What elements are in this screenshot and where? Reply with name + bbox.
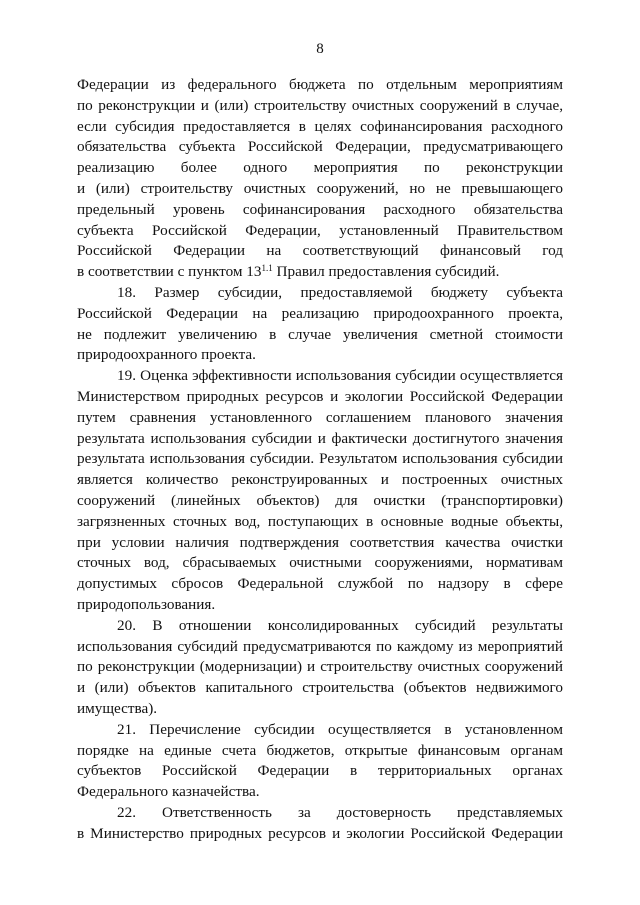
text-line: загрязненных сточных вод, поступающих в основные водные объекты, <box>77 512 563 530</box>
text-line: по реконструкции и (или) строительству очистных сооружений в случае, <box>77 96 563 114</box>
text-line: обязательства субъекта Российской Федерации, предусматривающего <box>77 138 563 156</box>
text-line: Федерального казначейства. <box>77 783 260 801</box>
paragraph-19-start: 19. Оценка эффективности использования субсидии осуществляется <box>117 367 563 385</box>
text-line: Министерством природных ресурсов и экологии Российской Федерации <box>77 387 563 405</box>
text-line: Российской Федерации на соответствующий финансовый год <box>77 242 563 260</box>
text-line: природоохранного проекта. <box>77 346 256 364</box>
text-line: Российской Федерации на реализацию природоохранного проекта, <box>77 304 563 322</box>
text-line: является количество реконструированных и построенных очистных <box>77 471 563 489</box>
text-line: субъекта Российской Федерации, установленный Правительством <box>77 221 563 239</box>
text-line: субъектов Российской Федерации в территориальных органах <box>77 762 563 780</box>
text-line: если субсидия предоставляется в целях софинансирования расходного <box>77 117 563 135</box>
text-line: порядке на единые счета бюджетов, открытые финансовым органам <box>77 741 563 759</box>
text-line: допустимых сбросов Федеральной службой по надзору в сфере <box>77 575 563 593</box>
text-line: в Министерство природных ресурсов и экологии Российской Федерации <box>77 824 563 842</box>
text-line: природопользования. <box>77 595 216 613</box>
text-line: не подлежит увеличению в случае увеличения сметной стоимости <box>77 325 563 343</box>
paragraph-22-start: 22. Ответственность за достоверность представляемых <box>117 803 563 821</box>
text-line: при условии наличия подтверждения соответствия качества очистки <box>77 533 563 551</box>
text-line: результата использования субсидии и фактически достигнутого значения <box>77 429 563 447</box>
paragraph-21-start: 21. Перечисление субсидии осуществляется в установленном <box>117 720 563 738</box>
text-line: реализацию более одного мероприятия по реконструкции <box>77 159 563 177</box>
reference-text: в соответствии с пунктом 13 <box>77 263 262 281</box>
text-line-with-reference <box>77 262 563 283</box>
text-line: имущества). <box>77 699 158 717</box>
text-line: Федерации из федерального бюджета по отдельным мероприятиям <box>77 76 563 93</box>
text-line: и (или) строительству очистных сооружений, но не превышающего <box>77 179 563 197</box>
text-line: по реконструкции (модернизации) и строительству очистных сооружений <box>77 658 563 676</box>
text-line: сооружений (линейных объектов) для очистки (транспортировки) <box>77 491 563 509</box>
text-line: использования субсидий предусматриваются по каждому из мероприятий <box>77 637 563 655</box>
reference-superscript: 1.1 <box>261 263 273 274</box>
text-line: и (или) объектов капитального строительства (объектов недвижимого <box>77 679 563 697</box>
page-number: 8 <box>316 41 324 57</box>
document-body <box>77 75 563 844</box>
paragraph-18-start: 18. Размер субсидии, предоставляемой бюджету субъекта <box>117 283 563 301</box>
reference-tail: Правил предоставления субсидий. <box>272 263 500 281</box>
paragraph-20-start: 20. В отношении консолидированных субсидий результаты <box>117 616 563 634</box>
text-line: сточных вод, сбрасываемых очистными сооружениями, нормативам <box>77 554 563 572</box>
text-line: предельный уровень софинансирования расходного обязательства <box>77 200 563 218</box>
text-line: результата использования субсидии. Результатом использования субсидии <box>77 450 563 468</box>
text-line: путем сравнения установленного соглашением планового значения <box>77 408 563 426</box>
